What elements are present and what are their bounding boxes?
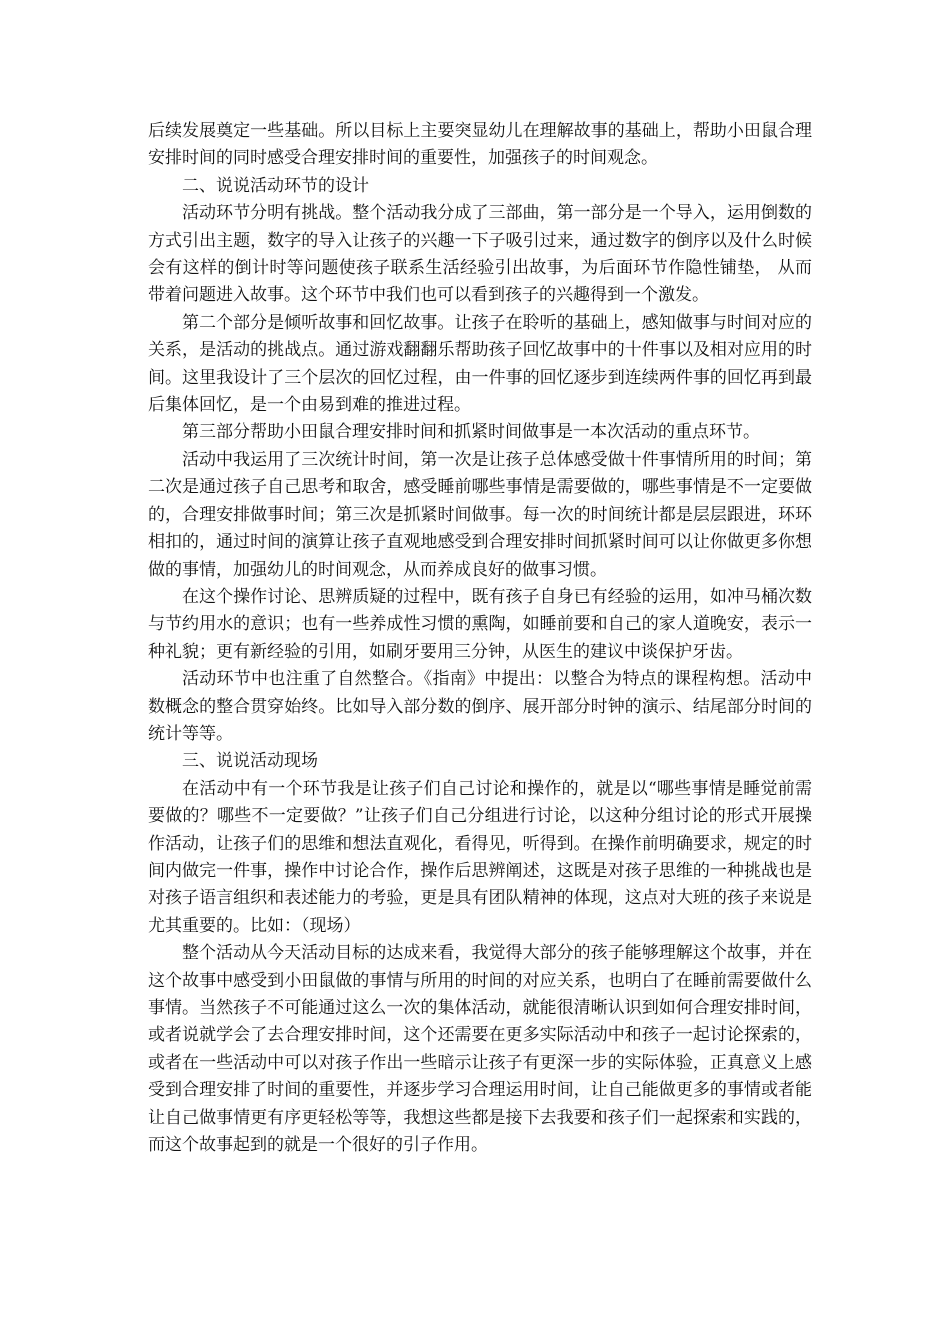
paragraph-group-discussion: 在活动中有一个环节我是让孩子们自己讨论和操作的，就是以“哪些事情是睡觉前需要做的？哪些不一定要做？”让孩子们自己分组进行讨论，以这种分组讨论的形式开展操作活动，让孩子们的思维和想法直观化，看得见，听得到。在操作前明确要求，规定的时间内做完一件事，操作中讨论合作，操作后思辨阐述，这既是对孩子思维的一种挑战也是对孩子语言组织和表述能力的考验，更是具有团队精神的体现，这点对大班的孩子来说是尤其重要的。比如：（现场） [148, 778, 812, 936]
paragraph-part-two: 第二个部分是倾听故事和回忆故事。让孩子在聆听的基础上，感知做事与时间对应的关系，是活动的挑战点。通过游戏翻翻乐帮助孩子回忆故事中的十件事以及相对应用的时间。这里我设计了三个层次的回忆过程，由一件事的回忆逐步到连续两件事的回忆再到最后集体回忆，是一个由易到难的推进过程。 [148, 312, 812, 416]
paragraph-integration: 活动环节中也注重了自然整合。《指南》中提出：以整合为特点的课程构想。活动中数概念的整合贯穿始终。比如导入部分数的倒序、展开部分时钟的演示、结尾部分时间的统计等等。 [148, 669, 812, 744]
section-heading-activity-design: 二、说说活动环节的设计 [182, 175, 369, 196]
paragraph-part-one: 活动环节分明有挑战。整个活动我分成了三部曲，第一部分是一个导入，运用倒数的方式引出主题，数字的导入让孩子的兴趣一下子吸引过来，通过数字的倒序以及什么时候会有这样的倒计时等问题使孩子联系生活经验引出故事，为后面环节作隐性铺垫， 从而带着问题进入故事。这个环节中我们也可以看到孩子的兴趣得到一个激发。 [148, 203, 812, 306]
paragraph-part-three: 第三部分帮助小田鼠合理安排时间和抓紧时间做事是一本次活动的重点环节。 [182, 422, 760, 443]
document-body [148, 118, 812, 1159]
paragraph-conclusion: 整个活动从今天活动目标的达成来看，我觉得大部分的孩子能够理解这个故事，并在这个故事中感受到小田鼠做的事情与所用的时间的对应关系，也明白了在睡前需要做什么事情。当然孩子不可能通过这么一次的集体活动，就能很清晰认识到如何合理安排时间，或者说就学会了去合理安排时间，这个还需要在更多实际活动中和孩子一起讨论探索的，或者在一些活动中可以对孩子作出一些暗示让孩子有更深一步的实际体验，正真意义上感受到合理安排了时间的重要性，并逐步学习合理运用时间，让自己能做更多的事情或者能让自己做事情更有序更轻松等等，我想这些都是接下去我要和孩子们一起探索和实践的，而这个故事起到的就是一个很好的引子作用。 [148, 943, 812, 1156]
paragraph-discussion-process: 在这个操作讨论、思辨质疑的过程中，既有孩子自身已有经验的运用，如冲马桶次数与节约用水的意识；也有一些养成性习惯的熏陶，如睡前要和自己的家人道晚安，表示一种礼貌；更有新经验的引用，如刷牙要用三分钟，从医生的建议中谈保护牙齿。 [148, 586, 812, 662]
paragraph-time-statistics: 活动中我运用了三次统计时间，第一次是让孩子总体感受做十件事情所用的时间；第二次是通过孩子自己思考和取舍，感受睡前哪些事情是需要做的，哪些事情是不一定要做的，合理安排做事时间；第三次是抓紧时间做事。每一次的时间统计都是层层跟进，环环相扣的，通过时间的演算让孩子直观地感受到合理安排时间抓紧时间可以让你做更多你想做的事情，加强幼儿的时间观念，从而养成良好的做事习惯。 [148, 449, 812, 580]
section-heading-activity-scene: 三、说说活动现场 [182, 751, 318, 772]
paragraph-continuation: 后续发展奠定一些基础。所以目标上主要突显幼儿在理解故事的基础上，帮助小田鼠合理安排时间的同时感受合理安排时间的重要性，加强孩子的时间观念。 [148, 121, 812, 169]
